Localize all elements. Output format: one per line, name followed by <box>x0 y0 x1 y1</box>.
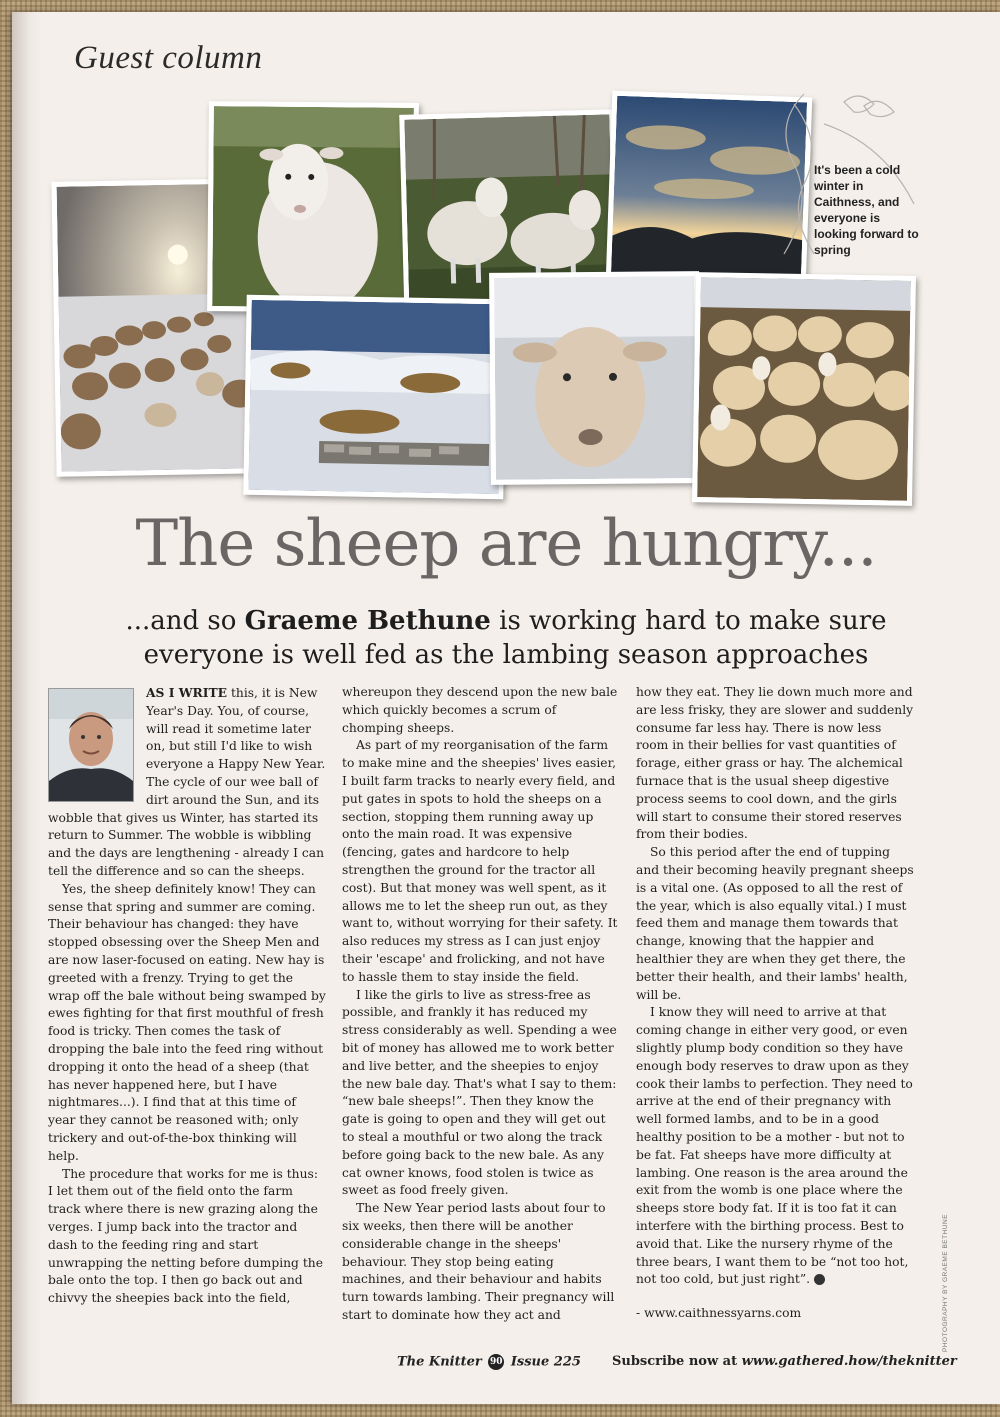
paragraph-8: how they eat. They lie down much more and are less frisky, they are slower and suddenly consume far less hay. There is now less room in their bellies for vast quantities of forage, either grass or hay. The alchemical furnace that is the usual sheep digestive process seems to cool down, and the girls will start to consume their stored reserves from their bodies. <box>636 685 914 842</box>
magazine-name: The Knitter <box>397 1354 482 1370</box>
footer-subscribe <box>612 1354 957 1369</box>
paragraph-2: Yes, the sheep definitely know! They can sense that spring and summer are coming. Their behaviour has changed: they have stopped obsessing over the Sheep Men and are now laser-focused on eating. New hay is greeted with a frenzy. Trying to get the wrap off the bale without being swamped by ewes fighting for that first mouthful of fresh food is tricky. Then comes the task of dropping the bale into the feed ring without dropping it onto the head of a sheep (that has never happened here, but I have nightmares...). I find that at this time of year they cannot be reasoned with; only trickery and out-of-the-box thinking will help. <box>48 881 326 1163</box>
paragraph-4: whereupon they descend upon the new bale which quickly becomes a scrum of chomping sheeps. <box>342 685 618 735</box>
paragraph-10-text: I know they will need to arrive at that coming change in either very good, or even slightly plump body condition so they have enough body reserves to draw upon as they cook their lambs to perfection. They need to arrive at the end of their pregnancy with well formed lambs, and to be in a good healthy position to be a mother - but not to be fat. Fat sheeps have more difficulty at lambing. One reason is the area around the exit from the womb is one place where the sheeps store body fat. If it is too fat it can interfere with the birthing process. Best to avoid that. Like the nursery rhyme of the three bears, I want them to be “not too hot, not too cold, but just right”. <box>636 1005 913 1287</box>
issue-number: Issue 225 <box>510 1354 581 1370</box>
standfirst-rest: is working hard to make sure everyone is well fed as the lambing season approaches <box>143 606 887 670</box>
sheep-face-illustration <box>494 276 696 480</box>
paragraph-5: As part of my reorganisation of the farm to make mine and the sheepies' lives easier, I built farm tracks to nearly every field, and put gates in spots to hold the sheeps on a section, stopping them running away up onto the main road. It was expensive (fencing, gates and hardcore to help strengthen the ground for the tractor all cost). But that money was well spent, as it allows me to let the sheep run out, as they want to, without worrying for their safety. It also reduces my stress as I can just enjoy their 'escape' and frolicking, and not have to hassle them to stay inside the field. <box>342 738 618 984</box>
website-link[interactable]: - www.caithnessyarns.com <box>636 1306 802 1321</box>
photo-sheep-face <box>489 271 701 485</box>
paragraph-9: So this period after the end of tupping and their becoming heavily pregnant sheeps is a vital one. (As opposed to all the rest of the year, which is also equally vital.) I must feed them and manage them towards that change, knowing that the happier and healthier they are when they get there, the better their health, and their lambs' health, will be. <box>636 845 914 1002</box>
paragraph-6: I like the girls to live as stress-free as possible, and frankly it has reduced my stress considerably as well. Spending a wee bit of money has allowed me to work better and live better, and the sheepies to enjoy the new bale day. That's what I say to them: “new bale sheeps!”. Then they know the gate is going to open and they will get out to steal a mouthful or two along the track before going back to the new bale. As any cat owner knows, food stolen is twice as sweet as food freely given. <box>342 987 617 1198</box>
end-mark-icon <box>814 1274 825 1285</box>
photo-flock-close <box>692 272 916 506</box>
footer-magazine <box>397 1354 581 1370</box>
article-column-2 <box>342 684 620 1325</box>
article-column-1 <box>48 684 326 1308</box>
subscribe-text: Subscribe now at <box>612 1354 742 1369</box>
article-standfirst <box>72 604 940 672</box>
article-column-3 <box>636 684 914 1323</box>
photo-snowy-landscape <box>243 295 506 500</box>
page-number-badge: 90 <box>488 1354 504 1370</box>
article-headline: The sheep are hungry... <box>135 507 877 581</box>
author-name: Graeme Bethune <box>244 606 491 636</box>
column-label: Guest column <box>74 40 263 76</box>
page-spine-shadow <box>12 12 42 1404</box>
paragraph-10 <box>636 1004 914 1289</box>
paragraph-1-text: this, it is New Year's Day. You, of course, will read it sometime later on, but still I'd like to wish everyone a Happy New Year. The cycle of our wee ball of dirt around the Sun, and its wobble that gives us Winter, has started its return to Summer. The wobble is wibbling and the days are lengthening - already I can tell the difference and so can the sheeps. <box>48 686 326 878</box>
author-photo <box>48 688 134 802</box>
photo-caption: It's been a cold winter in Caithness, and everyone is looking forward to spring <box>814 163 919 257</box>
snowy-landscape-illustration <box>248 300 501 494</box>
flock-close-illustration <box>697 277 911 501</box>
magazine-page <box>12 12 1000 1404</box>
paragraph-3: The procedure that works for me is thus: I let them out of the field onto the farm track where there is new grazing along the verges. I jump back into the tractor and dash to the feeding ring and start unwrapping the netting before dumping the bale onto the top. I then go back out and chivvy the sheepies back into the field, <box>48 1166 323 1306</box>
lead-in: AS I WRITE <box>146 685 228 700</box>
photo-credit: PHOTOGRAPHY BY GRAEME BETHUNE <box>942 1213 949 1352</box>
subscribe-link[interactable]: www.gathered.how/theknitter <box>741 1354 957 1369</box>
sheep-closeup-illustration <box>212 106 414 308</box>
paragraph-7: The New Year period lasts about four to six weeks, then there will be another considerable change in the sheeps' behaviour. They stop being eating machines, and their behaviour and habits turn towards lambing. Their pregnancy will start to dominate how they act and <box>342 1201 615 1322</box>
photo-sheep-closeup <box>207 101 419 313</box>
standfirst-intro: ...and so <box>125 606 245 636</box>
